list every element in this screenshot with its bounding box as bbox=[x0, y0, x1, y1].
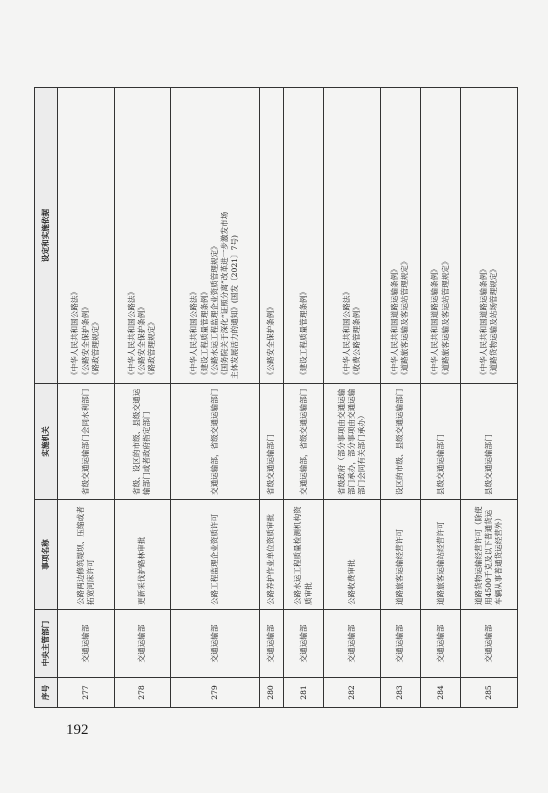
basis-cell bbox=[114, 88, 171, 384]
basis-line: 《中华人民共和国道路运输条例》 bbox=[390, 265, 400, 379]
item-name-cell: 公路两边修筑堤坝、压缩或者拓宽河床许可 bbox=[58, 500, 115, 610]
row-number-cell: 281 bbox=[284, 678, 324, 708]
table-row bbox=[171, 88, 260, 708]
row-number-cell: 278 bbox=[114, 678, 171, 708]
permit-table bbox=[34, 87, 518, 708]
department-cell: 交通运输部 bbox=[421, 610, 461, 678]
column-header: 实施机关 bbox=[35, 384, 58, 500]
basis-line: 《中华人民共和国公路法》 bbox=[189, 287, 199, 379]
department-cell: 交通运输部 bbox=[380, 610, 420, 678]
department-cell: 交通运输部 bbox=[259, 610, 283, 678]
agency-cell: 省级交通运输部门 bbox=[259, 384, 283, 500]
agency-cell: 交通运输部，省级交通运输部门 bbox=[171, 384, 260, 500]
item-name-cell: 公路养护作业单位资质审批 bbox=[259, 500, 283, 610]
basis-cell bbox=[259, 88, 283, 384]
basis-cell bbox=[461, 88, 518, 384]
row-number-cell: 280 bbox=[259, 678, 283, 708]
item-name-cell: 道路旅客运输经营许可 bbox=[380, 500, 420, 610]
table-row bbox=[114, 88, 171, 708]
agency-cell: 省级政府（部分事项由交通运输部门承办，部分事项由交通运输部门会同有关部门承办） bbox=[324, 384, 381, 500]
row-number-cell: 284 bbox=[421, 678, 461, 708]
basis-line: 《国务院关于深化“证照分离”改革进一步激发市场 bbox=[220, 211, 230, 379]
row-number-cell: 277 bbox=[58, 678, 115, 708]
table-row bbox=[259, 88, 283, 708]
table-row bbox=[461, 88, 518, 708]
column-header: 事项名称 bbox=[35, 500, 58, 610]
item-name-cell: 公路工程监理企业资质许可 bbox=[171, 500, 260, 610]
table-row bbox=[58, 88, 115, 708]
row-number-cell: 283 bbox=[380, 678, 420, 708]
row-number-cell: 285 bbox=[461, 678, 518, 708]
department-cell: 交通运输部 bbox=[284, 610, 324, 678]
column-header: 中央主管部门 bbox=[35, 610, 58, 678]
agency-cell: 交通运输部，省级交通运输部门 bbox=[284, 384, 324, 500]
row-number-cell: 279 bbox=[171, 678, 260, 708]
department-cell: 交通运输部 bbox=[171, 610, 260, 678]
basis-cell bbox=[324, 88, 381, 384]
agency-cell: 省级、设区的市级、县级交通运输部门或者政府指定部门 bbox=[114, 384, 171, 500]
basis-cell bbox=[284, 88, 324, 384]
basis-line: 《道路货物运输及站场管理规定》 bbox=[489, 265, 499, 379]
basis-cell bbox=[380, 88, 420, 384]
agency-cell: 县级交通运输部门 bbox=[421, 384, 461, 500]
column-header: 设定和实施依据 bbox=[35, 88, 58, 384]
table-row bbox=[284, 88, 324, 708]
department-cell: 交通运输部 bbox=[114, 610, 171, 678]
basis-line: 《路政管理规定》 bbox=[147, 318, 157, 379]
basis-line: 《中华人民共和国道路运输条例》 bbox=[478, 265, 488, 379]
basis-line: 《建设工程质量管理条例》 bbox=[199, 287, 209, 379]
basis-line: 《公路安全保护条例》 bbox=[80, 303, 90, 379]
basis-line: 《中华人民共和国公路法》 bbox=[126, 287, 136, 379]
basis-cell bbox=[58, 88, 115, 384]
basis-line: 《建设工程质量管理条例》 bbox=[298, 287, 308, 379]
row-number-cell: 282 bbox=[324, 678, 381, 708]
department-cell: 交通运输部 bbox=[324, 610, 381, 678]
basis-cell bbox=[421, 88, 461, 384]
item-name-cell: 公路水运工程质量检测机构资质审批 bbox=[284, 500, 324, 610]
basis-line: 《公路水运工程监理企业资质管理规定》 bbox=[209, 242, 219, 379]
basis-line: 《道路旅客运输及客运站管理规定》 bbox=[400, 257, 410, 379]
basis-line: 《收费公路管理条例》 bbox=[352, 303, 362, 379]
rotated-table-wrapper bbox=[34, 88, 518, 708]
item-name-cell: 道路旅客运输站经营许可 bbox=[421, 500, 461, 610]
agency-cell: 县级交通运输部门 bbox=[461, 384, 518, 500]
item-name-cell: 道路货物运输经营许可（除使用4500千克及以下普通货运车辆从事普通货运经营外） bbox=[461, 500, 518, 610]
basis-line: 《公路安全保护条例》 bbox=[266, 303, 276, 379]
agency-cell: 省级交通运输部门会同水利部门 bbox=[58, 384, 115, 500]
page-number: 192 bbox=[66, 722, 89, 738]
agency-cell: 设区的市级、县级交通运输部门 bbox=[380, 384, 420, 500]
item-name-cell: 更新采伐护路林审批 bbox=[114, 500, 171, 610]
basis-line: 《路政管理规定》 bbox=[90, 318, 100, 379]
table-row bbox=[421, 88, 461, 708]
table-row bbox=[380, 88, 420, 708]
basis-line: 《公路安全保护条例》 bbox=[137, 303, 147, 379]
department-cell: 交通运输部 bbox=[58, 610, 115, 678]
table-row bbox=[324, 88, 381, 708]
table-header-row bbox=[35, 88, 58, 708]
basis-line: 《道路旅客运输及客运站管理规定》 bbox=[440, 257, 450, 379]
column-header: 序号 bbox=[35, 678, 58, 708]
basis-cell bbox=[171, 88, 260, 384]
basis-line: 主体发展活力的通知》(国发〔2021〕7号) bbox=[230, 235, 240, 379]
department-cell: 交通运输部 bbox=[461, 610, 518, 678]
item-name-cell: 公路收费审批 bbox=[324, 500, 381, 610]
basis-line: 《中华人民共和国公路法》 bbox=[70, 287, 80, 379]
basis-line: 《中华人民共和国道路运输条例》 bbox=[430, 265, 440, 379]
basis-line: 《中华人民共和国公路法》 bbox=[341, 287, 351, 379]
